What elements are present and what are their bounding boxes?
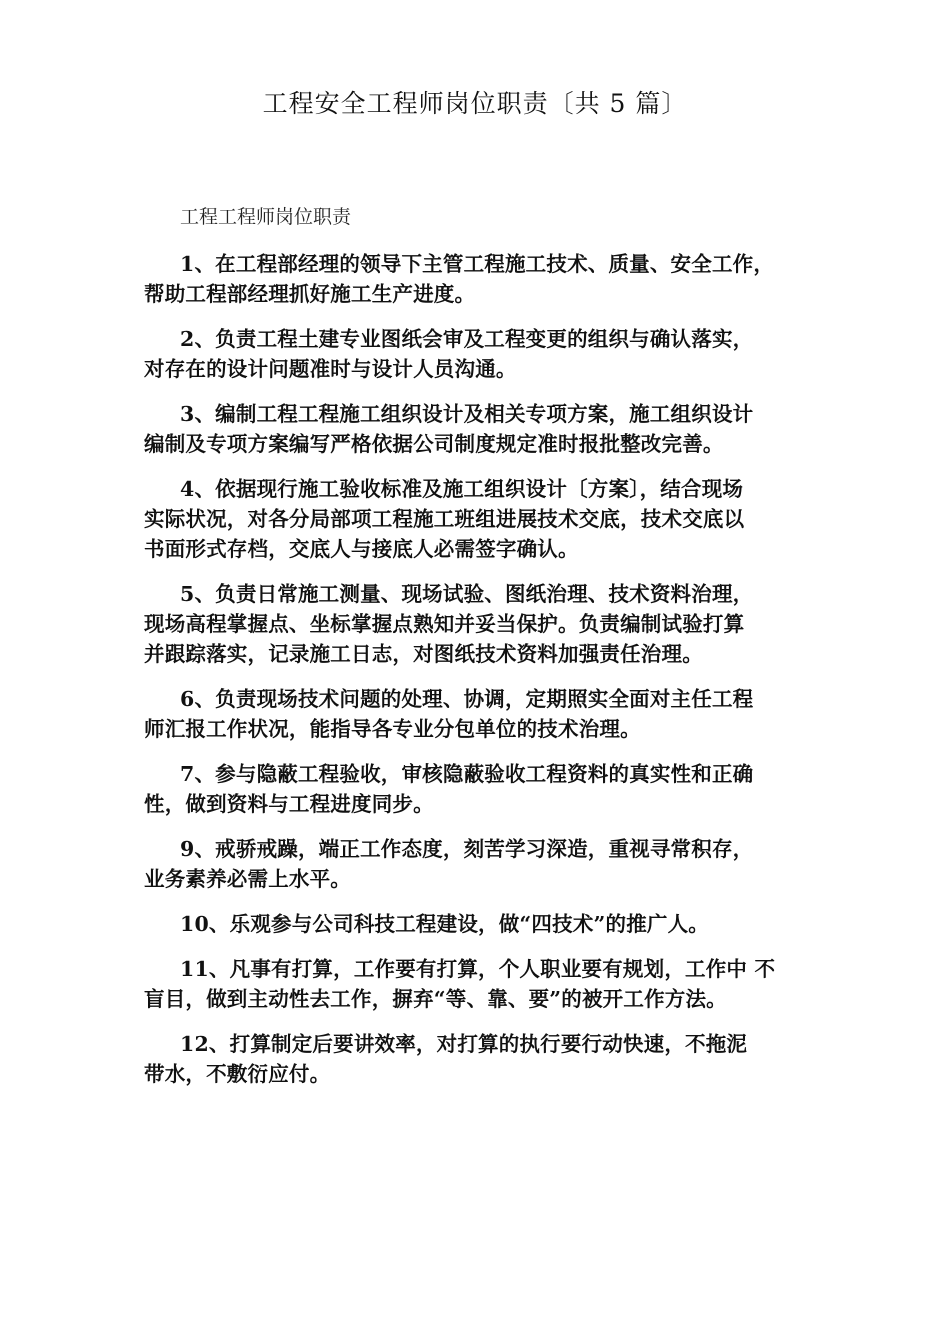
duty-line: 书面形式存档，交底人与接底人必需签字确认。	[144, 537, 579, 561]
duty-line: 带水，不敷衍应付。	[144, 1062, 331, 1086]
duty-paragraph	[144, 474, 804, 564]
duty-line: 6、负责现场技术问题的处理、协调，定期照实全面对主任工程	[180, 687, 754, 711]
duty-line: 1、在工程部经理的领导下主管工程施工技术、质量、安全工作，	[180, 252, 775, 276]
duty-line: 12、打算制定后要讲效率，对打算的执行要行动快速，不拖泥	[180, 1032, 748, 1056]
duty-line: 对存在的设计问题准时与设计人员沟通。	[144, 357, 517, 381]
document-title: 工程安全工程师岗位职责〔共 5 篇〕	[262, 89, 688, 118]
duty-paragraph	[144, 684, 804, 744]
duty-paragraph	[144, 834, 804, 894]
duty-line: 现场高程掌握点、坐标掌握点熟知并妥当保护。负责编制试验打算	[144, 612, 745, 636]
duty-line: 2、负责工程土建专业图纸会审及工程变更的组织与确认落实，	[180, 327, 754, 351]
duty-line: 帮助工程部经理抓好施工生产进度。	[144, 282, 476, 306]
duty-line: 编制及专项方案编写严格依据公司制度规定准时报批整改完善。	[144, 432, 724, 456]
duty-line: 并跟踪落实，记录施工日志，对图纸技术资料加强责任治理。	[144, 642, 703, 666]
duty-line: 5、负责日常施工测量、现场试验、图纸治理、技术资料治理，	[180, 582, 754, 606]
duty-paragraph	[144, 909, 804, 939]
section-subtitle: 工程工程师岗位职责	[180, 206, 352, 228]
duty-paragraph	[144, 579, 804, 669]
duty-line: 10、乐观参与公司科技工程建设，做“四技术”的推广人。	[180, 912, 710, 936]
duty-paragraph	[144, 399, 804, 459]
duty-line: 11、凡事有打算，工作要有打算，个人职业要有规划，工作中 不	[180, 957, 776, 981]
duty-paragraph	[144, 249, 804, 309]
duty-line: 实际状况，对各分局部项工程施工班组进展技术交底，技术交底以	[144, 507, 745, 531]
duty-line: 性，做到资料与工程进度同步。	[144, 792, 434, 816]
duty-paragraph	[144, 1029, 804, 1089]
duty-line: 盲目，做到主动性去工作，摒弃“等、靠、要”的被开工作方法。	[144, 987, 727, 1011]
duty-line: 业务素养必需上水平。	[144, 867, 351, 891]
duty-line: 师汇报工作状况，能指导各专业分包单位的技术治理。	[144, 717, 641, 741]
duty-paragraph	[144, 954, 804, 1014]
duty-paragraph	[144, 324, 804, 384]
duty-line: 7、参与隐蔽工程验收，审核隐蔽验收工程资料的真实性和正确	[180, 762, 754, 786]
duties-list	[144, 249, 804, 1104]
duty-line: 4、依据现行施工验收标准及施工组织设计〔方案〕，结合现场	[180, 477, 744, 501]
duty-paragraph	[144, 759, 804, 819]
duty-line: 3、编制工程工程施工组织设计及相关专项方案，施工组织设计	[180, 402, 754, 426]
duty-line: 9、戒骄戒躁，端正工作态度，刻苦学习深造，重视寻常积存，	[180, 837, 754, 861]
